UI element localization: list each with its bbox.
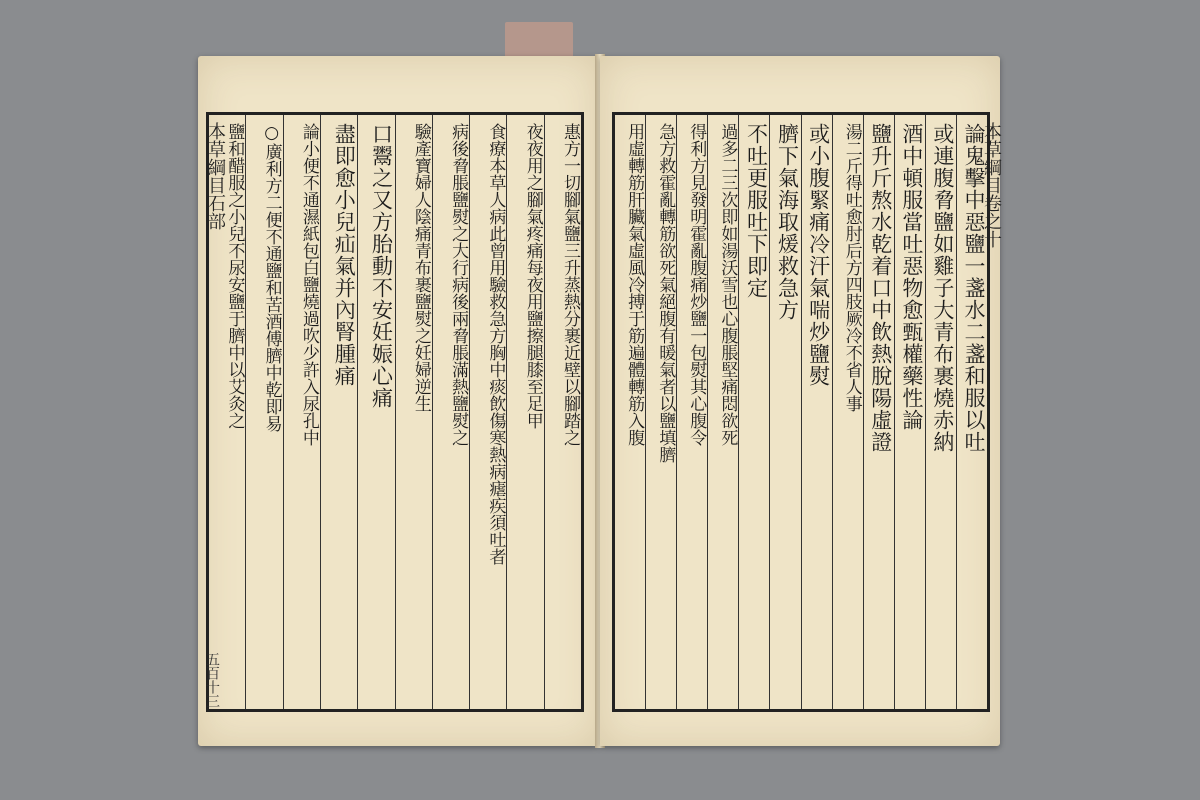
left-page [198,56,598,746]
text-column: 或小腹緊痛冷汗氣喘炒鹽熨 [801,115,832,709]
text-column: 不吐更服吐下即定 [738,115,769,709]
text-column: 或連腹脅鹽如雞子大青布裹燒赤納 [925,115,956,709]
right-margin-title: 本草綱目卷之十 [981,122,1002,248]
text-column: 驗產寶婦人陰痛青布裹鹽熨之妊婦逆生 [395,115,432,709]
text-column: 口鬻之又方胎動不安妊娠心痛 [357,115,394,709]
text-column: 湯二斤得吐愈肘后方四肢厥冷不省人事 [832,115,863,709]
text-column: 急方救霍亂轉筋欲死氣絕腹有暖氣者以鹽填臍 [645,115,676,709]
open-book [190,48,1010,748]
text-column: 臍下氣海取煖救急方 [769,115,800,709]
text-column: 論小便不通濕紙包白鹽燒過吹少許入尿孔中 [283,115,320,709]
page-number: 五百十三 [204,652,220,708]
right-text-frame [612,112,990,712]
text-column: 過多二三次即如湯沃雪也心腹脹堅痛悶欲死 [707,115,738,709]
text-column: 用虛轉筋肝臟氣虛風冷搏于筋遍體轉筋入腹 [624,123,645,446]
text-column: 鹽和醋服之小兒不尿安鹽于臍中以艾灸之 [224,123,245,429]
text-column: 得利方見發明霍亂腹痛炒鹽一包熨其心腹令 [676,115,707,709]
text-column: 盡即愈小兒疝氣并內腎腫痛 [320,115,357,709]
text-column: 論鬼擊中惡鹽一盞水二盞和服以吐 [956,115,987,709]
text-column: 夜夜用之腳氣疼痛每夜用鹽擦腿膝至足甲 [506,115,543,709]
text-column: 食療本草人病此曾用驗救急方胸中痰飲傷寒熱病瘧疾須吐者 [469,115,506,709]
text-column: ○廣利方二便不通鹽和苦酒傅臍中乾即易 [245,115,282,709]
left-margin-title: 本草綱目石部 [205,122,226,230]
text-column: 酒中頓服當吐惡物愈甄權藥性論 [894,115,925,709]
right-page [600,56,1000,746]
text-column: 鹽升斤熬水乾着口中飲熱脫陽虛證 [863,115,894,709]
text-column: 惠方一切腳氣鹽三升蒸熱分裹近壁以腳踏之 [544,115,581,709]
left-text-frame [206,112,584,712]
text-column: 病後脅脹鹽熨之大行病後兩脅脹滿熱鹽熨之 [432,115,469,709]
